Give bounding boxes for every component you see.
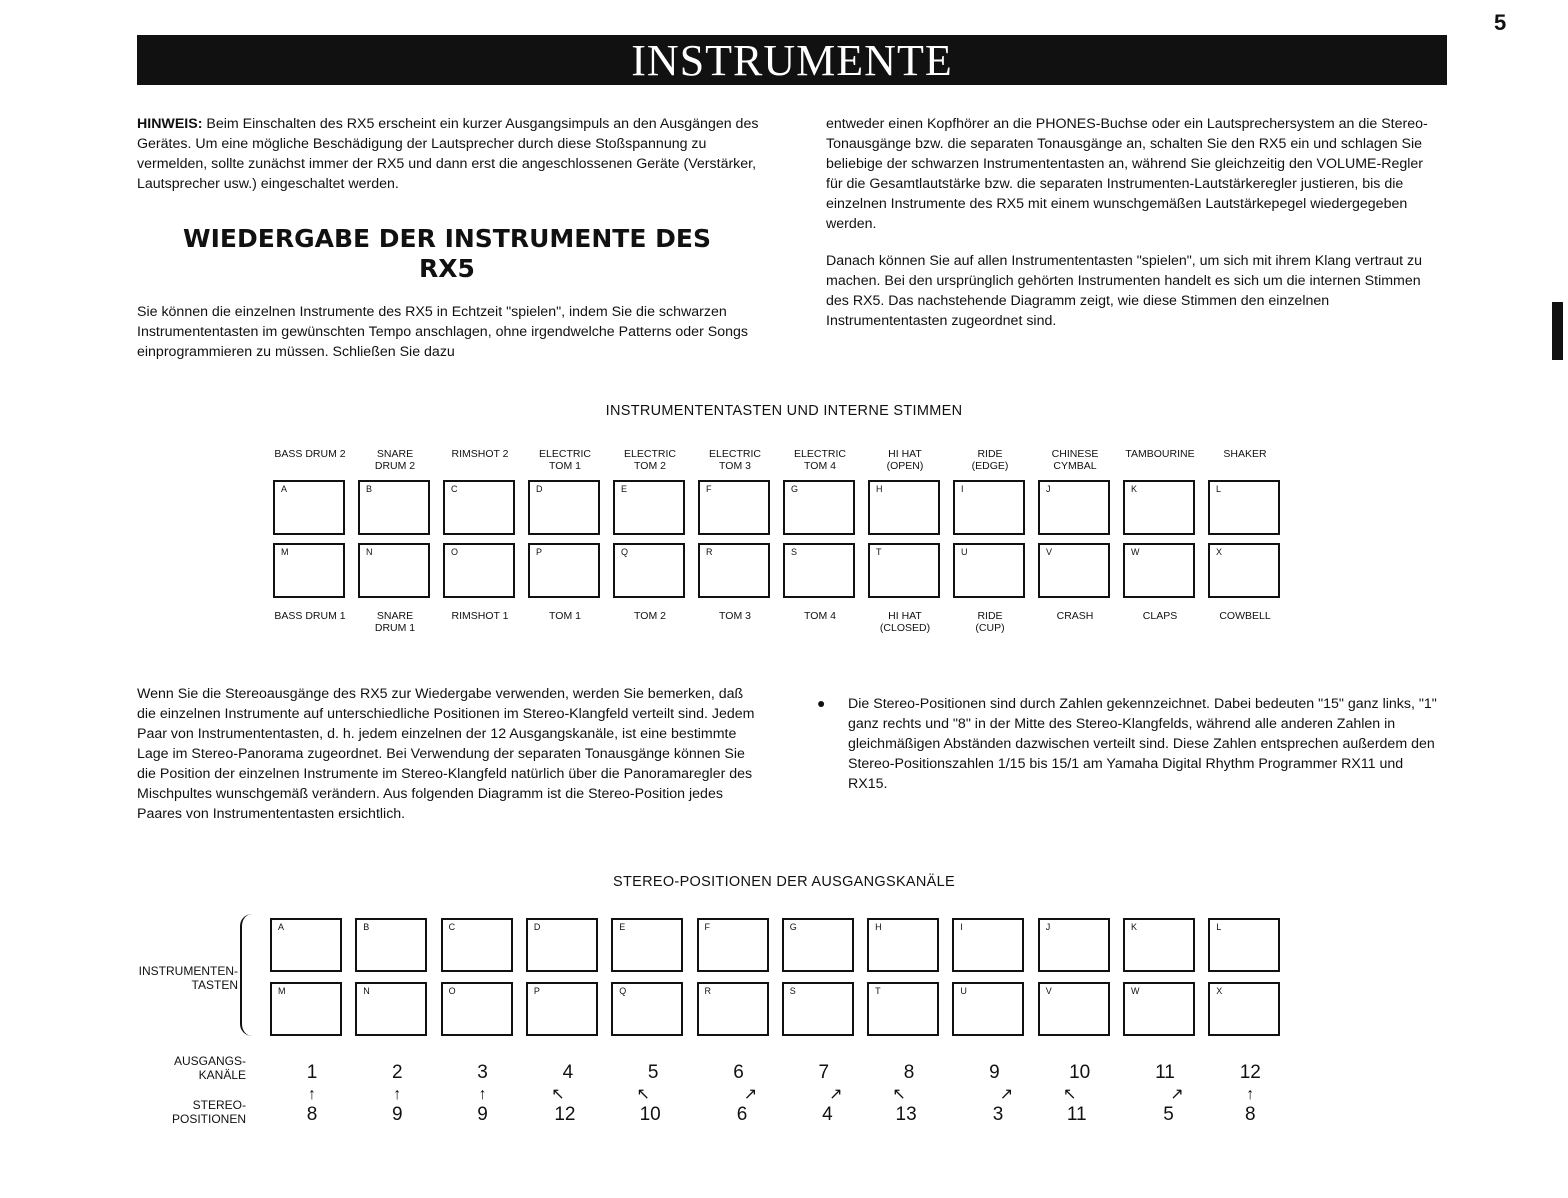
key-label-bottom: COWBELL [1219,610,1271,622]
instrument-key[interactable] [1038,918,1110,972]
key-letter: Q [619,986,627,996]
key-letter: U [960,986,967,996]
output-channel-number: 4 [562,1062,574,1083]
key-letter: E [621,484,628,494]
section-heading-line-2: RX5 [419,254,475,283]
key-letter: K [1131,922,1138,932]
key-label-bottom: HI HAT (CLOSED) [879,610,931,634]
stereo-position-number: 10 [639,1104,661,1125]
instrument-key[interactable] [868,543,940,598]
key-letter: W [1131,986,1140,996]
instrument-key[interactable] [355,982,427,1036]
output-channel-number: 1 [306,1062,318,1083]
output-channel-number: 8 [903,1062,915,1083]
key-letter: S [791,547,798,557]
stereo-position-number: 8 [306,1104,318,1125]
instrument-key[interactable] [270,918,342,972]
key-letter: X [1216,547,1223,557]
instrument-key[interactable] [868,480,940,535]
key-label-top: SHAKER [1223,448,1267,460]
instrument-key[interactable] [1208,918,1280,972]
page-title: INSTRUMENTE [137,35,1447,85]
paragraph-connection: entweder einen Kopfhörer an die PHONES-Buchse oder ein Lautsprechersystem an die Stereo-Tonausgänge bzw. die separaten Tonausgänge an, schalten Sie den RX5 ein und schlagen Sie beliebige der schwarzen Instrumententasten an, während Sie gleichzeitig den VOLUME-Regler für die Gesamtlautstärke bzw. die separaten Instrumenten-Lautstärkeregler justieren, bis die einzelnen Instrumente des RX5 mit einem wunschgemäßen Lautstärkepegel wiedergegeben werden. [826,116,1428,232]
key-label-bottom: CRASH [1056,610,1094,622]
output-channel-number: 11 [1155,1062,1175,1083]
output-channel-number: 9 [989,1062,1000,1083]
key-letter: G [791,484,799,494]
instrument-key[interactable] [528,543,600,598]
margin-marker [1552,302,1563,360]
key-label-top: HI HAT (OPEN) [886,448,924,472]
key-letter: U [961,547,968,557]
key-letter: P [533,986,540,996]
instrument-key[interactable] [867,918,939,972]
paragraph-stereo: Wenn Sie die Stereoausgänge des RX5 zur Wiedergabe verwenden, werden Sie bemerken, daß die einzelnen Instrumente auf unterschiedliche Positionen im Stereo-Klangfeld verteilt sind. Jedem Paar von Instrumententasten, d. h. jedem einzelnen der 12 Ausgangskanäle, ist eine bestimmte Lage im Stereo-Panorama zugeordnet. Bei Verwendung der separaten Tonausgänge können Sie die Position der einzelnen Instrumente im Stereo-Klangfeld natürlich über die Panoramaregler des Mischpultes wunschgemäß verändern. Aus folgenden Diagramm ist die Stereo-Position jedes Paares von Instrumententasten ersichtlich. [137,686,755,822]
page-number: 5 [1494,10,1507,35]
instrument-key[interactable] [613,480,685,535]
key-label-bottom: TOM 2 [634,610,666,622]
instrument-key[interactable] [358,543,430,598]
key-letter: A [281,484,288,494]
instrument-key[interactable] [611,918,683,972]
output-channel-number: 12 [1239,1062,1261,1083]
stereo-position-number: 9 [477,1104,488,1125]
key-label-bottom: CLAPS [1142,610,1178,622]
key-label-top: ELECTRIC TOM 3 [709,448,761,472]
instrument-key[interactable] [441,918,513,972]
key-label-bottom: TOM 4 [804,610,836,622]
key-label-bottom: RIMSHOT 1 [451,610,509,622]
key-letter: T [875,986,881,996]
instrument-key[interactable] [1123,918,1195,972]
key-label-bottom: BASS DRUM 1 [274,610,346,622]
section-heading-line-1: WIEDERGABE DER INSTRUMENTE DES [183,224,711,253]
stereo-arrow-icon: ↑ [308,1086,316,1103]
instrument-key[interactable] [1208,982,1280,1036]
hinweis-text: Beim Einschalten des RX5 erscheint ein kurzer Ausgangsimpuls an den Ausgängen des Gerätes. Um eine mögliche Beschädigung der Lautsprecher durch diese Stoßspannung zu vermelden, sollte zunächst immer der RX5 und dann erst die angeschlossenen Geräte (Verstärker, Lautsprecher usw.) eingeschaltet werden. [137,116,759,192]
key-letter: A [278,922,285,932]
key-letter: R [704,986,711,996]
key-letter: W [1131,547,1140,557]
key-letter: F [704,922,710,932]
label-output-channels: AUSGANGS- KANÄLE [173,1054,246,1082]
diagram1-title: INSTRUMENTENTASTEN UND INTERNE STIMMEN [605,403,963,419]
instrument-key[interactable] [782,918,854,972]
instrument-key[interactable] [526,982,598,1036]
key-letter: V [1045,986,1052,996]
key-label-top: ELECTRIC TOM 2 [624,448,676,472]
stereo-position-number: 11 [1066,1104,1087,1125]
instrument-key[interactable] [273,480,345,535]
key-letter: T [876,547,882,557]
instrument-key[interactable] [443,543,515,598]
stereo-position-number: 5 [1163,1104,1174,1125]
key-letter: E [619,922,626,932]
key-label-top: RIDE (EDGE) [971,448,1009,472]
key-letter: V [1046,547,1053,557]
output-channel-number: 5 [647,1062,659,1083]
instrument-key[interactable] [1038,480,1110,535]
key-letter: J [1046,484,1051,494]
key-letter: C [451,484,458,494]
key-letter: D [533,922,541,932]
key-letter: M [281,547,289,557]
output-channel-number: 3 [477,1062,488,1083]
stereo-arrow-icon: ↖ [636,1086,650,1103]
output-channel-number: 10 [1069,1062,1091,1083]
stereo-arrow-icon: ↖ [551,1086,565,1103]
key-letter: I [961,484,964,494]
key-label-top: SNARE DRUM 2 [374,448,416,472]
stereo-position-number: 4 [822,1104,833,1125]
key-label-top: TAMBOURINE [1125,448,1195,460]
instrument-key[interactable] [697,918,769,972]
hinweis-label: HINWEIS: [137,116,203,132]
key-letter: M [278,986,286,996]
stereo-position-number: 8 [1245,1104,1256,1125]
key-letter: R [706,547,713,557]
stereo-arrow-icon: ↑ [393,1086,402,1103]
key-letter: O [448,986,456,996]
stereo-position-number: 6 [736,1104,748,1125]
key-letter: L [1216,484,1222,494]
key-letter: O [451,547,459,557]
key-label-bottom: SNARE DRUM 1 [374,610,416,634]
key-letter: P [536,547,543,557]
paragraph-stereo-positions: Die Stereo-Positionen sind durch Zahlen gekennzeichnet. Dabei bedeuten "15" ganz links, "1" ganz rechts und "8" in der Mitte des Stereo-Klangfelds, während alle anderen Zahlen in gleichmäßigen Abständen dazwischen verteilt sind. Diese Zahlen entsprechen außerdem den Stereo-Positionszahlen 1/15 bis 15/1 am Yamaha Digital Rhythm Programmer RX11 und RX15. [848,696,1437,792]
key-letter: K [1131,484,1138,494]
key-letter: B [363,922,370,932]
instrument-key[interactable] [613,543,685,598]
stereo-position-number: 13 [895,1104,917,1125]
label-stereo-positions: STEREO- POSITIONEN [171,1098,246,1126]
instrument-key[interactable] [526,918,598,972]
instrument-key[interactable] [270,982,342,1036]
stereo-arrow-icon: ↗ [999,1086,1014,1103]
key-letter: S [789,986,796,996]
instrument-key[interactable] [528,480,600,535]
key-letter: H [876,484,883,494]
instrument-key[interactable] [1208,543,1280,598]
label-instrument-keys: INSTRUMENTEN- TASTEN [138,964,238,992]
stereo-position-number: 3 [992,1104,1004,1125]
instrument-key[interactable] [1123,480,1195,535]
instrument-key[interactable] [783,543,855,598]
output-channel-number: 7 [818,1062,830,1083]
key-letter: X [1216,986,1223,996]
paragraph-realtime: Sie können die einzelnen Instrumente des RX5 in Echtzeit "spielen", indem Sie die schwarzen Instrumententasten im gewünschten Tempo anschlagen, ohne irgendwelche Patterns oder Songs einprogrammieren zu müssen. Schließen Sie dazu [137,304,748,360]
instrument-key[interactable] [1208,480,1280,535]
instrument-key[interactable] [441,982,513,1036]
instrument-key[interactable] [953,543,1025,598]
instrument-key[interactable] [952,918,1024,972]
output-channel-number: 2 [392,1062,403,1083]
stereo-arrow-icon: ↖ [1062,1086,1077,1103]
key-letter: D [536,484,543,494]
stereo-arrow-icon: ↑ [1246,1086,1255,1103]
instrument-key[interactable] [698,480,770,535]
stereo-arrow-icon: ↗ [829,1086,843,1103]
key-label-bottom: TOM 3 [719,610,751,622]
paragraph-play: Danach können Sie auf allen Instrumententasten "spielen", um sich mit ihrem Klang vertraut zu machen. Bei den ursprünglich gehörten Instrumenten handelt es sich um die internen Stimmen des RX5. Das nachstehende Diagramm zeigt, wie diese Stimmen den einzelnen Instrumententasten zugeordnet sind. [826,253,1423,329]
instrument-key[interactable] [697,982,769,1036]
instrument-key[interactable] [358,480,430,535]
instrument-key[interactable] [355,918,427,972]
key-letter: J [1045,922,1051,932]
instrument-key[interactable] [1123,982,1195,1036]
instrument-key[interactable] [611,982,683,1036]
key-letter: C [448,922,456,932]
key-label-top: RIMSHOT 2 [451,448,509,460]
stereo-arrow-icon: ↗ [1170,1086,1184,1103]
stereo-position-number: 12 [554,1104,576,1125]
key-letter: N [363,986,370,996]
instrument-key[interactable] [1123,543,1195,598]
instrument-key[interactable] [698,543,770,598]
key-letter: I [960,922,963,932]
instrument-key[interactable] [782,982,854,1036]
instrument-key[interactable] [867,982,939,1036]
key-label-bottom: TOM 1 [549,610,581,622]
stereo-arrow-icon: ↑ [478,1086,487,1103]
key-letter: B [366,484,373,494]
key-letter: F [706,484,712,494]
bullet-icon: ● [817,695,826,711]
key-letter: L [1216,922,1222,932]
diagram2-title: STEREO-POSITIONEN DER AUSGANGSKANÄLE [613,874,955,890]
key-letter: Q [621,547,629,557]
stereo-arrow-icon: ↖ [892,1086,906,1103]
key-label-top: ELECTRIC TOM 4 [794,448,846,472]
instrument-key[interactable] [1038,543,1110,598]
instrument-key[interactable] [953,480,1025,535]
key-label-top: ELECTRIC TOM 1 [539,448,591,472]
instrument-key[interactable] [1038,982,1110,1036]
instrument-key[interactable] [952,982,1024,1036]
key-letter: H [875,922,882,932]
stereo-arrow-icon: ↗ [743,1086,758,1103]
key-label-bottom: RIDE (CUP) [975,610,1005,634]
hinweis-paragraph [137,114,762,194]
key-label-top: BASS DRUM 2 [274,448,346,460]
key-label-top: CHINESE CYMBAL [1051,448,1099,472]
instrument-key[interactable] [783,480,855,535]
section-heading [137,224,757,284]
stereo-position-number: 9 [392,1104,403,1125]
brace-icon [240,914,256,1036]
key-letter: G [789,922,797,932]
instrument-key[interactable] [443,480,515,535]
output-channel-number: 6 [733,1062,744,1083]
instrument-key[interactable] [273,543,345,598]
key-letter: N [366,547,373,557]
